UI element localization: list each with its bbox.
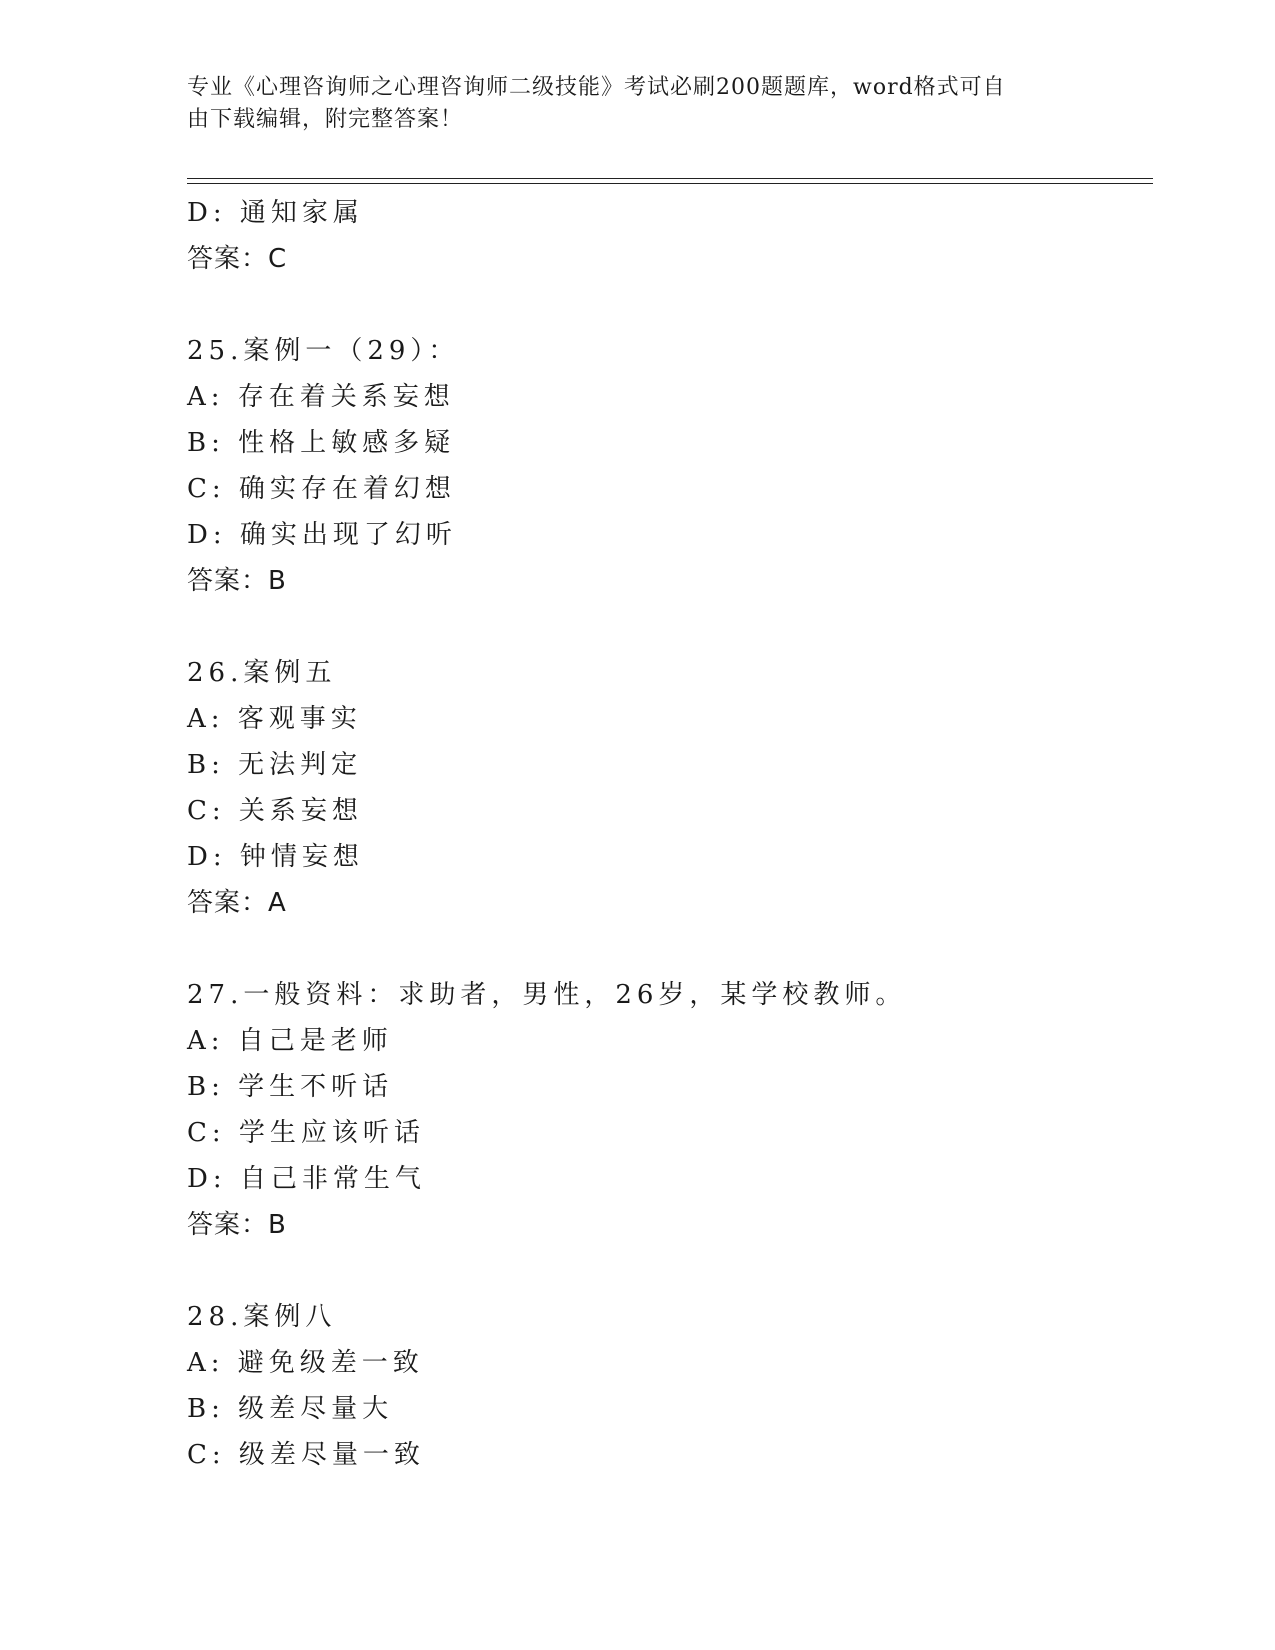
document-header [187,72,1067,136]
question-stem: 27.一般资料：求助者，男性，26岁，某学校教师。 [187,980,907,1010]
question-stem: 28.案例八 [187,1302,337,1332]
option-b: B: 级差尽量大 [187,1394,394,1424]
option-b: B: 学生不听话 [187,1072,394,1102]
option-a: A: 自己是老师 [187,1026,393,1056]
question-stem: 25.案例一（29）： [187,336,460,366]
option-d: D: 确实出现了幻听 [187,520,457,550]
option-c: C: 关系妄想 [187,796,363,826]
answer-line: 答案：A [187,888,287,918]
option-d: D: 自己非常生气 [187,1164,426,1194]
answer-line: 答案：B [187,1210,287,1240]
option-c: C: 级差尽量一致 [187,1440,425,1470]
option-a: A: 客观事实 [187,704,362,734]
header-divider-top [187,178,1153,179]
option-d: D: 钟情妄想 [187,842,364,872]
question-27 [187,972,1147,1248]
option-c: C: 学生应该听话 [187,1118,425,1148]
option-c: C: 确实存在着幻想 [187,474,456,504]
question-25 [187,328,1147,604]
option-b: B: 无法判定 [187,750,363,780]
option-a: A: 存在着关系妄想 [187,382,455,412]
option-d: D: 通知家属 [187,198,364,228]
question-26 [187,650,1147,926]
answer-line: 答案：B [187,566,287,596]
answer-line: 答案：C [187,244,288,274]
header-divider-bottom [187,183,1153,184]
header-line-2: 由下载编辑，附完整答案！ [187,107,464,132]
question-28 [187,1294,1147,1478]
question-list [187,190,1147,1478]
header-line-1: 专业《心理咨询师之心理咨询师二级技能》考试必刷200题题库，word格式可自 [187,75,1006,100]
option-a: A: 避免级差一致 [187,1348,424,1378]
question-stem: 26.案例五 [187,658,337,688]
option-b: B: 性格上敏感多疑 [187,428,456,458]
